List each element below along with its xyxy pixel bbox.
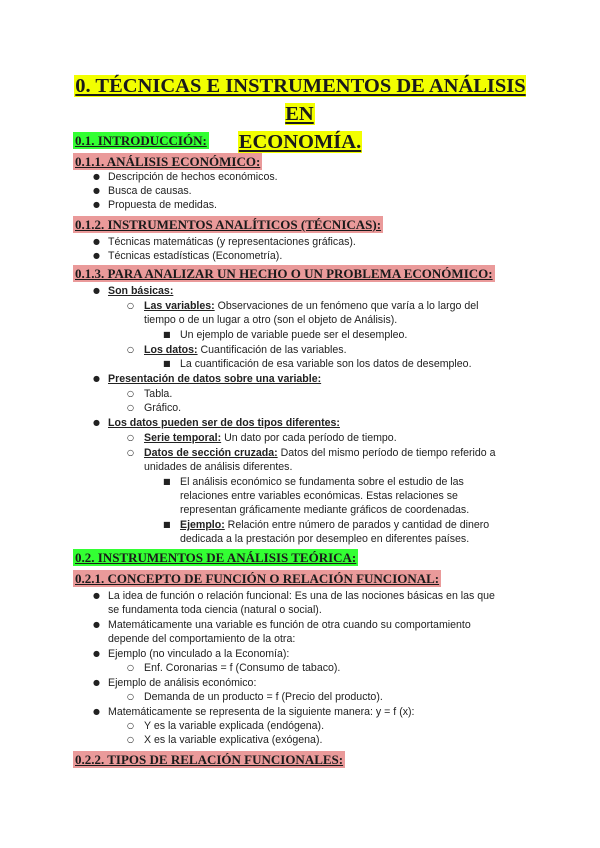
serie-label: Serie temporal: [144,432,222,444]
list-item: Propuesta de medidas. [108,199,217,211]
bullet-circle: ○ [127,301,134,310]
ejemplo-no-economia: Ejemplo (no vinculado a la Economía): [108,648,290,660]
bullet-dot: ● [93,186,100,195]
datos-label: Los datos: [144,344,198,356]
heading-introduccion: 0.1. INTRODUCCIÓN: [75,133,207,148]
ejemplo-line-1 [180,518,489,532]
seccion-text: Datos del mismo período de tiempo referido a [277,447,496,459]
bullet-circle: ○ [127,433,134,442]
bullet-square: ■ [163,477,171,486]
title-line-2: ECONOMÍA. [238,131,362,153]
variables-line-1 [144,299,479,313]
list-item: Busca de causas. [108,185,192,197]
ejemplo-coronarias: Enf. Coronarias = f (Consumo de tabaco). [144,662,341,674]
bullet-dot: ● [93,251,100,260]
representacion-line: Matemáticamente se representa de la siguiente manera: y = f (x): [108,706,415,718]
y-explicada: Y es la variable explicada (endógena). [144,720,325,732]
mat-line-2: depende del comportamiento de la otra: [108,633,296,645]
datos-text: Cuantificación de las variables. [197,344,347,356]
heading-analizar-hecho: 0.1.3. PARA ANALIZAR UN HECHO O UN PROBLEMA ECONÓMICO: [75,266,493,281]
x-explicativa: X es la variable explicativa (exógena). [144,734,323,746]
heading-tipos-relacion: 0.2.2. TIPOS DE RELACIÓN FUNCIONALES: [75,752,344,767]
mat-line-1: Matemáticamente una variable es función de otra cuando su comportamiento [108,619,471,631]
bullet-dot: ● [93,374,100,383]
bullet-dot: ● [93,707,100,716]
ejemplo-analisis: Ejemplo de análisis económico: [108,677,257,689]
list-item: Técnicas estadísticas (Econometría). [108,250,283,262]
bullet-dot: ● [93,620,100,629]
bullet-dot: ● [93,237,100,246]
list-item: Descripción de hechos económicos. [108,171,278,183]
heading-concepto-funcion: 0.2.1. CONCEPTO DE FUNCIÓN O RELACIÓN FUNCIONAL: [75,571,440,586]
idea-line-1: La idea de función o relación funcional: Es una de las nociones básicas en las que [108,590,495,602]
heading-instrumentos-teorica: 0.2. INSTRUMENTOS DE ANÁLISIS TEÓRICA: [75,550,357,565]
bullet-circle: ○ [127,735,134,744]
serie-line [144,431,397,445]
bullet-square: ■ [163,520,171,529]
list-item: Técnicas matemáticas (y representaciones gráficas). [108,236,356,248]
bullet-dot: ● [93,591,100,600]
bullet-dot: ● [93,678,100,687]
bullet-circle: ○ [127,721,134,730]
variables-line-2: tiempo o de un lugar a otro (son el objeto de Análisis). [144,314,398,326]
heading-instrumentos-analiticos: 0.1.2. INSTRUMENTOS ANALÍTICOS (TÉCNICAS): [75,217,382,232]
bullet-circle: ○ [127,692,134,701]
analisis-line-2: relaciones entre variables económicas. Estas relaciones se [180,490,458,502]
variables-example: Un ejemplo de variable puede ser el desempleo. [180,329,408,341]
idea-line-2: se fundamenta toda ciencia (natural o social). [108,604,322,616]
bullet-dot: ● [93,418,100,427]
bullet-dot: ● [93,200,100,209]
son-basicas-label: Son básicas: [108,285,174,297]
serie-text: Un dato por cada período de tiempo. [221,432,397,444]
seccion-line-1 [144,446,496,460]
ejemplo-text: Relación entre número de parados y cantidad de dinero [224,519,490,531]
bullet-dot: ● [93,286,100,295]
bullet-circle: ○ [127,403,134,412]
bullet-circle: ○ [127,663,134,672]
tabla-item: Tabla. [144,388,173,400]
seccion-label: Datos de sección cruzada: [144,447,278,459]
bullet-square: ■ [163,330,171,339]
ejemplo-demanda: Demanda de un producto = f (Precio del producto). [144,691,383,703]
datos-line [144,343,347,357]
ejemplo-label: Ejemplo: [180,519,225,531]
bullet-circle: ○ [127,448,134,457]
dos-tipos-label: Los datos pueden ser de dos tipos diferentes: [108,417,340,429]
bullet-circle: ○ [127,345,134,354]
datos-example: La cuantificación de esa variable son los datos de desempleo. [180,358,472,370]
analisis-line-3: representan gráficamente mediante gráficos de coordenadas. [180,504,470,516]
heading-analisis-economico: 0.1.1. ANÁLISIS ECONÓMICO: [75,154,261,169]
variables-label: Las variables: [144,300,215,312]
title-line-1: 0. TÉCNICAS E INSTRUMENTOS DE ANÁLISIS EN [75,75,526,125]
bullet-circle: ○ [127,389,134,398]
bullet-dot: ● [93,649,100,658]
grafico-item: Gráfico. [144,402,182,414]
seccion-line-2: unidades de análisis diferentes. [144,461,293,473]
bullet-square: ■ [163,359,171,368]
analisis-line-1: El análisis económico se fundamenta sobre el estudio de las [180,476,464,488]
ejemplo-line-2: dedicada a la prestación por desempleo en diferentes países. [180,533,470,545]
bullet-dot: ● [93,172,100,181]
presentacion-label: Presentación de datos sobre una variable: [108,373,322,385]
variables-text: Observaciones de un fenómeno que varía a lo largo del [214,300,479,312]
